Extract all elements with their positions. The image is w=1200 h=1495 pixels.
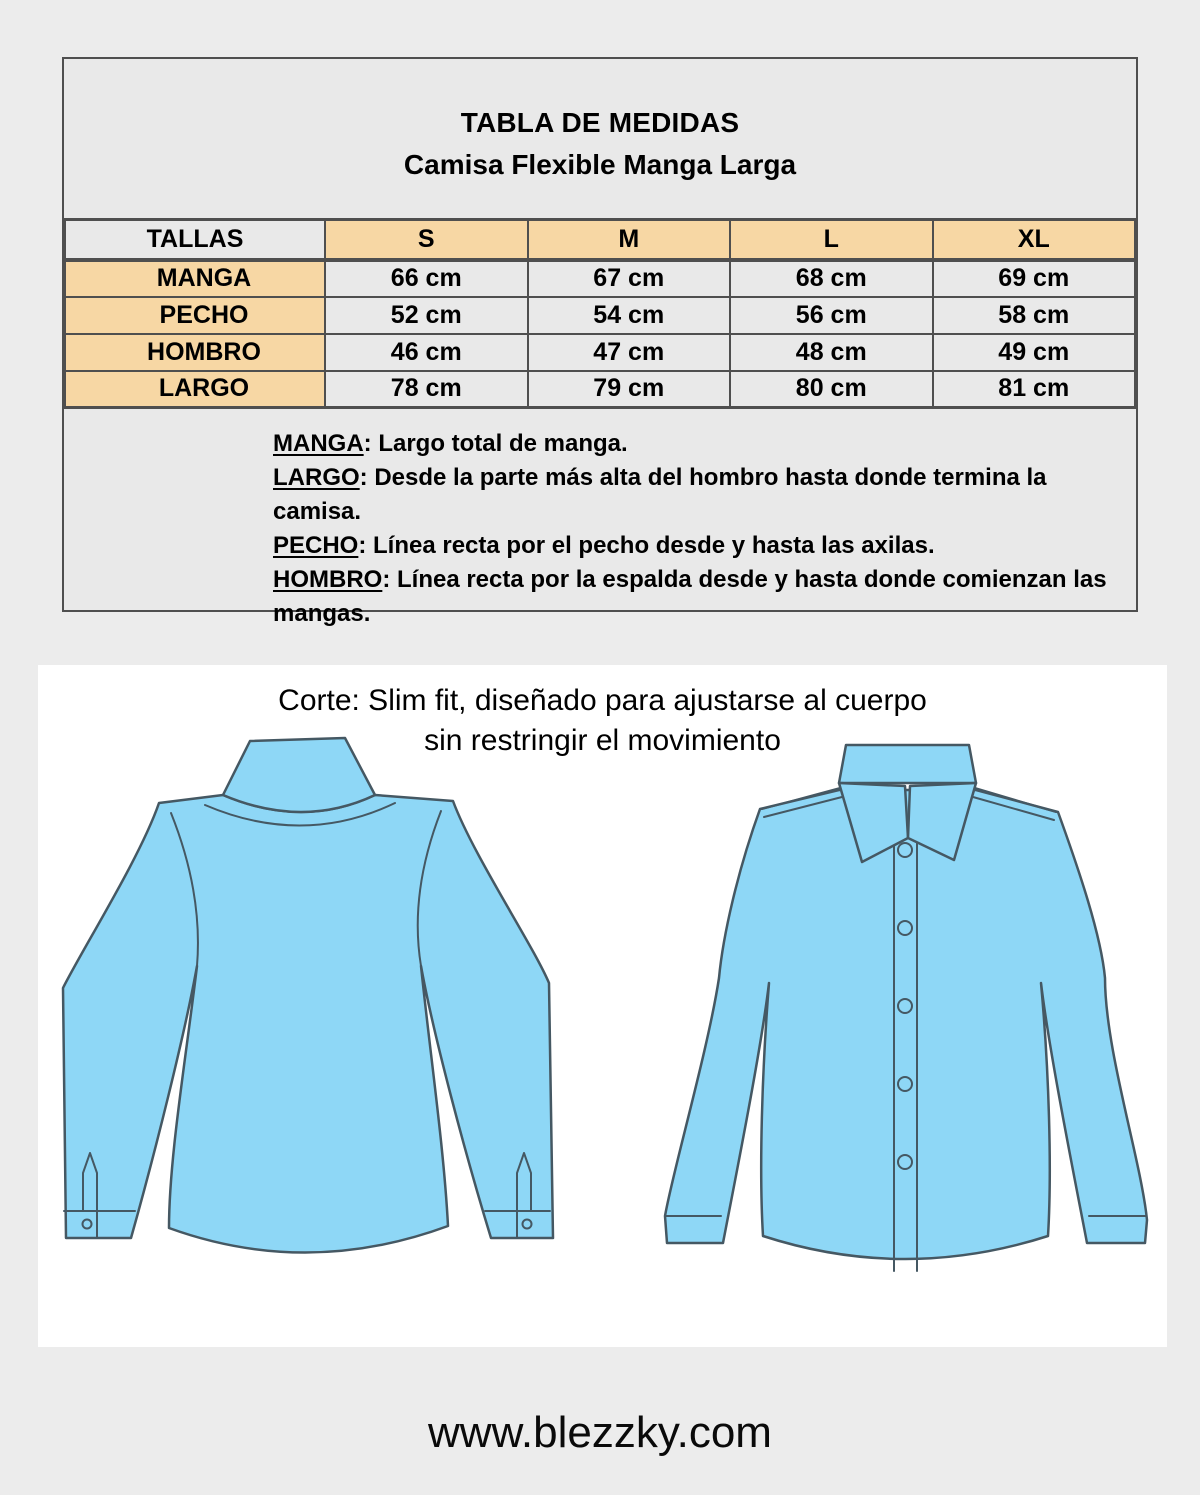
table-row-manga xyxy=(65,260,1135,297)
table-row-pecho xyxy=(65,297,1135,334)
measurement-notes xyxy=(273,427,1116,631)
header-cell-size-l: L xyxy=(730,220,933,260)
cell-largo-xl: 81 cm xyxy=(933,371,1136,408)
size-chart-panel xyxy=(62,57,1138,627)
note-pecho: PECHO: Línea recta por el pecho desde y hasta las axilas. xyxy=(273,532,935,559)
shirt-front-view-illustration xyxy=(663,740,1161,1275)
fit-caption-line1: Corte: Slim fit, diseñado para ajustarse al cuerpo xyxy=(278,684,927,717)
cell-largo-s: 78 cm xyxy=(325,371,528,408)
header-cell-tallas: TALLAS xyxy=(65,220,325,260)
note-hombro: HOMBRO: Línea recta por la espalda desde y hasta donde comienzan las mangas. xyxy=(273,566,1107,627)
cell-manga-s: 66 cm xyxy=(325,260,528,297)
cell-hombro-s: 46 cm xyxy=(325,334,528,371)
row-label-manga: MANGA xyxy=(65,260,325,297)
cell-manga-l: 68 cm xyxy=(730,260,933,297)
row-label-hombro: HOMBRO xyxy=(65,334,325,371)
header-cell-size-m: M xyxy=(528,220,731,260)
header-cell-size-s: S xyxy=(325,220,528,260)
table-row-hombro xyxy=(65,334,1135,371)
cell-pecho-m: 54 cm xyxy=(528,297,731,334)
note-manga: MANGA: Largo total de manga. xyxy=(273,430,628,457)
size-chart-title-block xyxy=(64,59,1136,218)
cell-largo-l: 80 cm xyxy=(730,371,933,408)
cell-manga-m: 67 cm xyxy=(528,260,731,297)
cell-hombro-l: 48 cm xyxy=(730,334,933,371)
note-largo: LARGO: Desde la parte más alta del hombro hasta donde termina la camisa. xyxy=(273,464,1047,525)
cell-hombro-xl: 49 cm xyxy=(933,334,1136,371)
page-subtitle: Camisa Flexible Manga Larga xyxy=(403,149,797,180)
size-table-header-row xyxy=(65,220,1135,260)
cell-pecho-xl: 58 cm xyxy=(933,297,1136,334)
fit-illustration-panel xyxy=(38,665,1167,1347)
row-label-pecho: PECHO xyxy=(65,297,325,334)
page-title: TABLA DE MEDIDAS xyxy=(460,107,740,138)
fit-caption-line2: sin restringir el movimiento xyxy=(424,724,781,757)
shirt-back-view-illustration xyxy=(45,733,561,1333)
cell-pecho-s: 52 cm xyxy=(325,297,528,334)
row-label-largo: LARGO xyxy=(65,371,325,408)
table-row-largo xyxy=(65,371,1135,408)
size-table xyxy=(64,218,1136,409)
website-url: www.blezzky.com xyxy=(428,1408,772,1457)
cell-manga-xl: 69 cm xyxy=(933,260,1136,297)
cell-hombro-m: 47 cm xyxy=(528,334,731,371)
cell-largo-m: 79 cm xyxy=(528,371,731,408)
cell-pecho-l: 56 cm xyxy=(730,297,933,334)
header-cell-size-xl: XL xyxy=(933,220,1136,260)
